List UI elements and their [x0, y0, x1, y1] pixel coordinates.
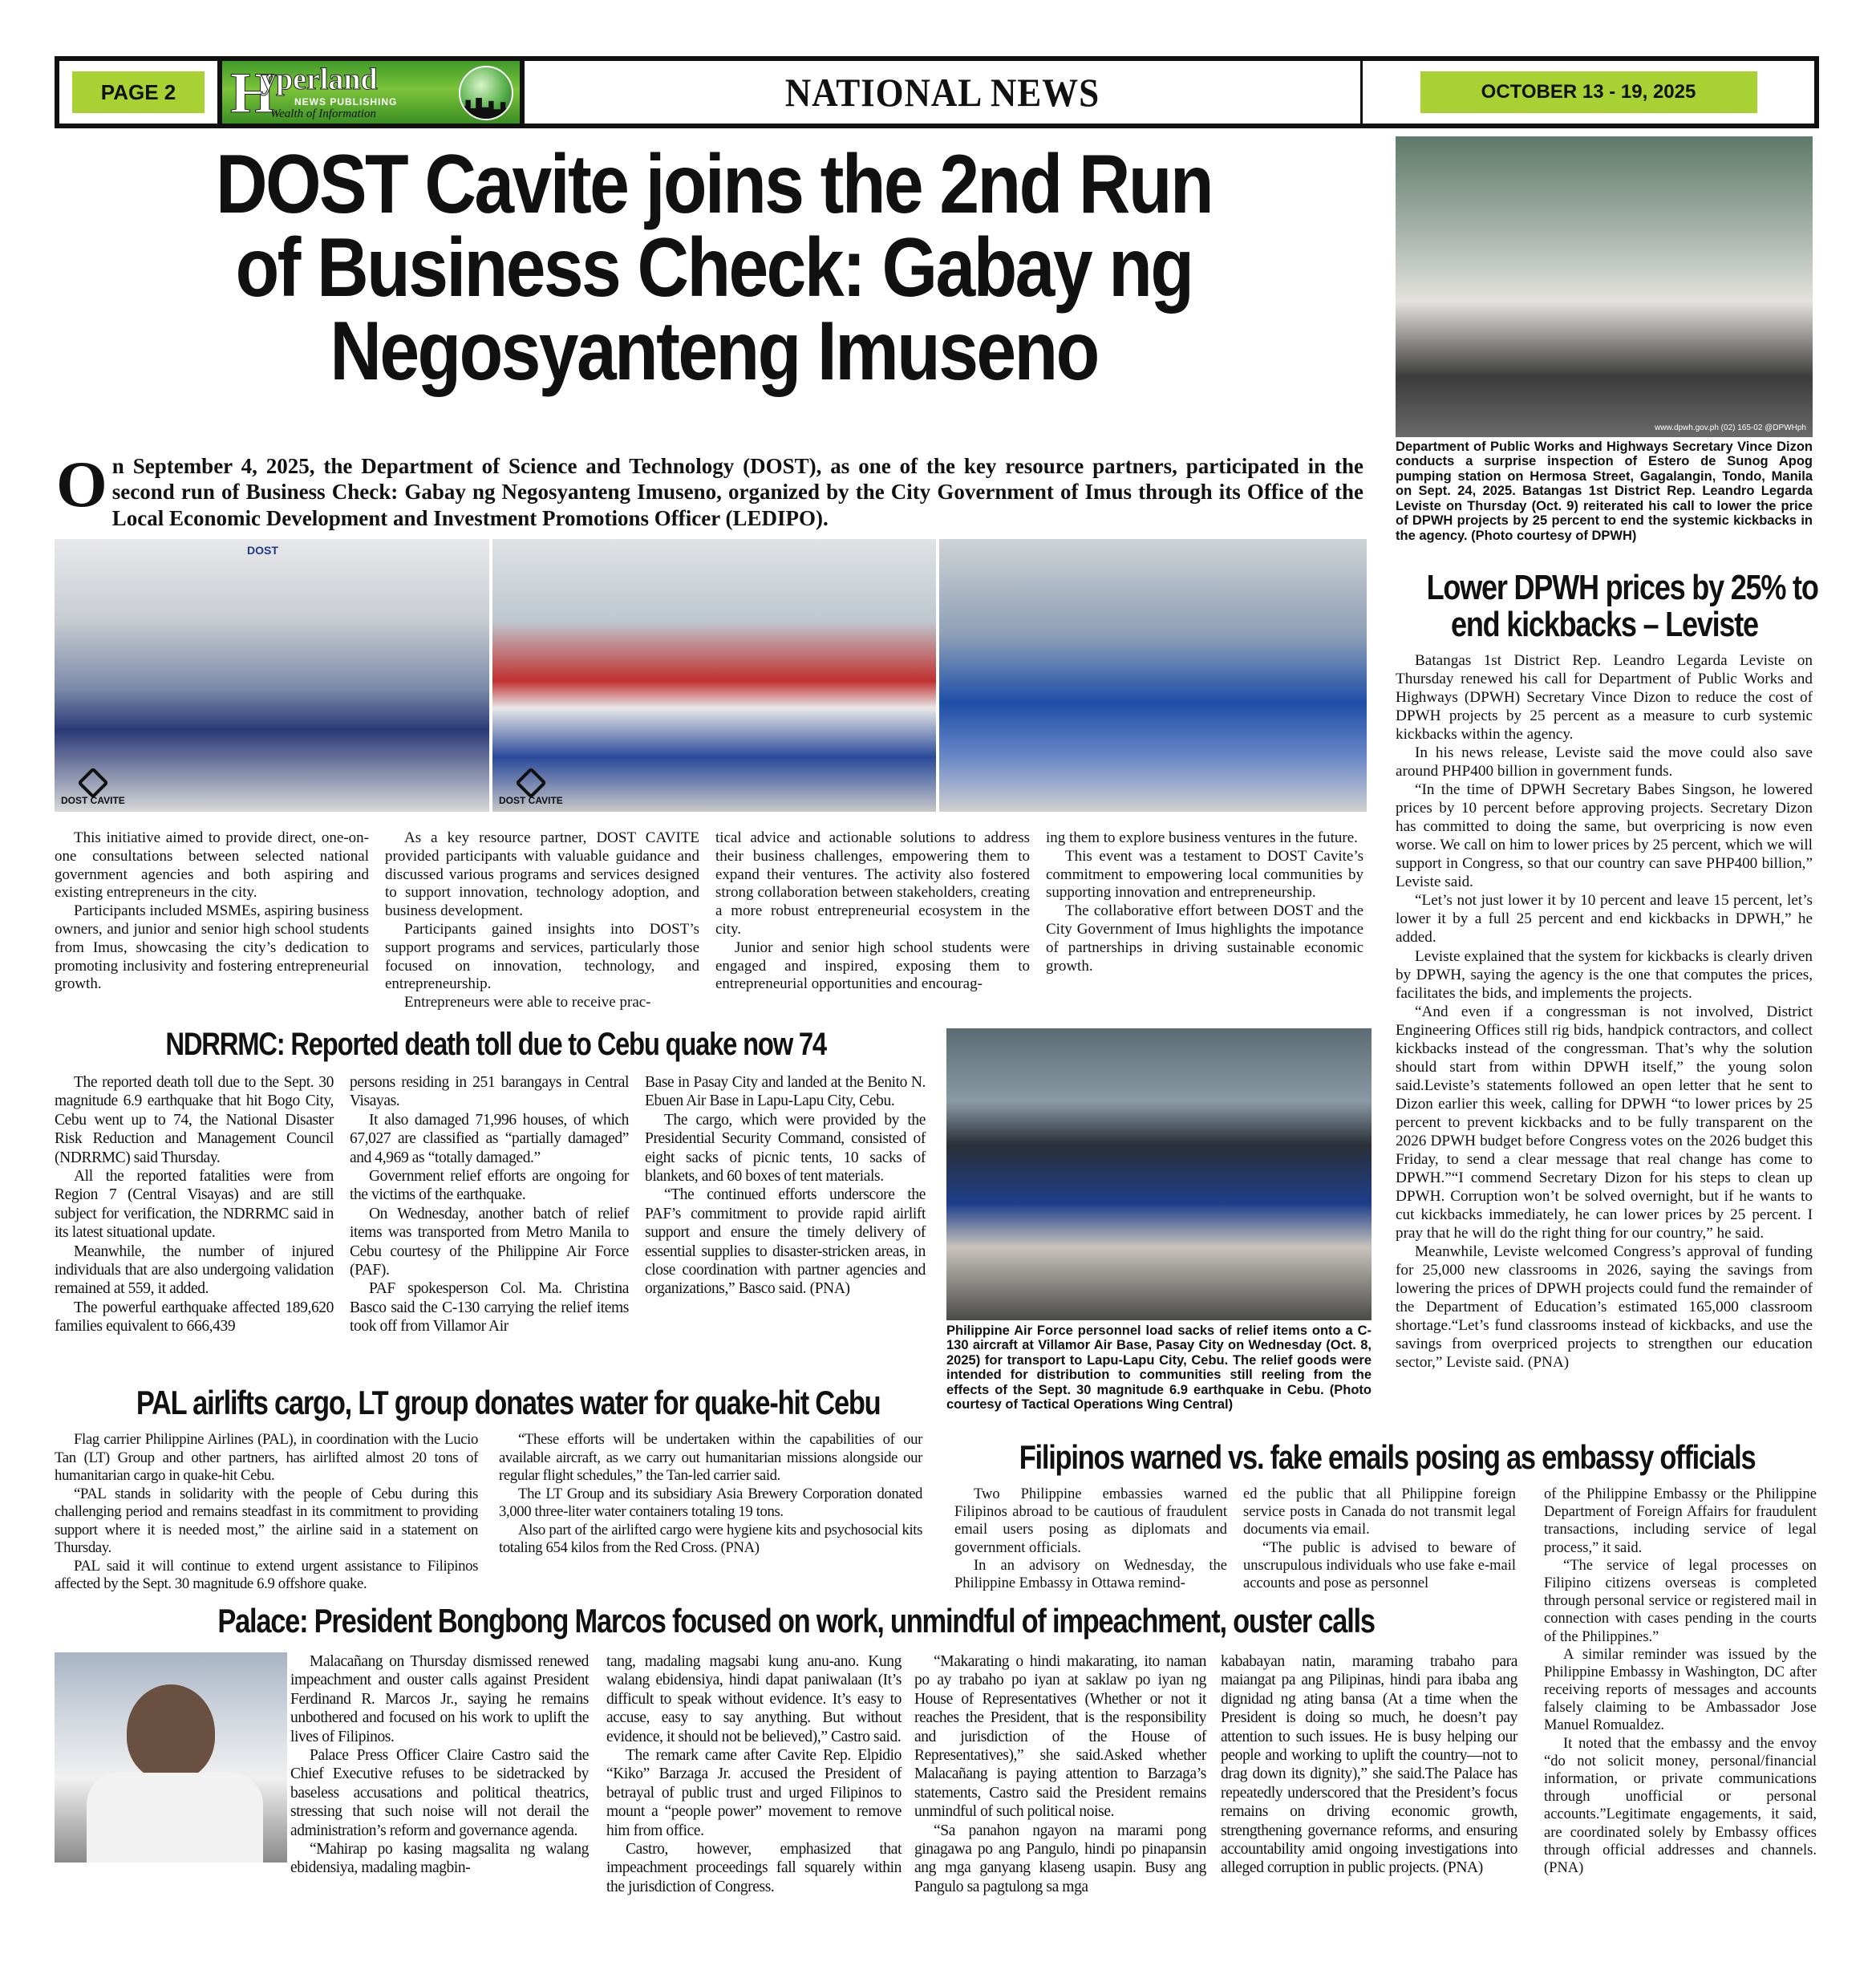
- paragraph: Entrepreneurs were able to receive prac-: [404, 994, 651, 1011]
- paragraph: Malacañang on Thursday dismissed renewed impeachment and ouster calls against President Ferdinand R. Marcos Jr., saying he remains unbothered and focused on his work to uplift the lives of Filipinos.: [290, 1653, 589, 1745]
- dost-logo-icon: [77, 767, 109, 799]
- issue-date: OCTOBER 13 - 19, 2025: [1420, 71, 1757, 113]
- lead-column-4: [1046, 829, 1363, 975]
- lead-headline: [148, 138, 1279, 398]
- palace-headline: Palace: President Bongbong Marcos focused on work, unmindful of impeachment, ouster calls: [217, 1602, 1376, 1640]
- dost-photo-consultation: [939, 539, 1367, 812]
- ndrrmc-column-3: [645, 1073, 926, 1299]
- lead-headline-line: Negosyanteng Imuseno: [330, 305, 1098, 398]
- logo-subtitle: NEWS PUBLISHING: [294, 96, 398, 107]
- paragraph: On Wednesday, another batch of relief items was transported from Metro Manila to Cebu courtesy of the Philippine Air Force (PAF).: [350, 1205, 629, 1279]
- dpwh-headline-line: Lower DPWH prices by 25% to: [1426, 568, 1818, 607]
- paragraph: The remark came after Cavite Rep. Elpidio “Kiko” Barzaga Jr. accused the President of betrayal of public trust and urged Filipinos to mount a “people power” movement to remove him from office.: [606, 1746, 902, 1839]
- paragraph: In an advisory on Wednesday, the Philippine Embassy in Ottawa remind-: [954, 1557, 1227, 1591]
- paragraph: Meanwhile, the number of injured individuals that are also undergoing validation remained at 559, it added.: [55, 1242, 334, 1298]
- paragraph: The reported death toll due to the Sept. 30 magnitude 6.9 earthquake that hit Bogo City, Cebu went up to 74, the National Disaster Risk Reduction and Management Council (NDRRMC) said Thursday.: [55, 1074, 334, 1166]
- photo-watermark: www.dpwh.gov.ph (02) 165-02 @DPWHph: [1655, 424, 1806, 432]
- palace-column-3: [914, 1652, 1206, 1896]
- paragraph: tical advice and actionable solutions to address their business challenges, empowering them to expand their ventures. The activity also fostered strong collaboration between stakeholders, creating a more robust entrepreneurial ecosystem in the city.: [715, 829, 1030, 938]
- paragraph: Base in Pasay City and landed at the Benito N. Ebuen Air Base in Lapu-Lapu City, Cebu.: [645, 1074, 926, 1110]
- dost-logo-badge: DOST CAVITE: [61, 772, 125, 805]
- paragraph: As a key resource partner, DOST CAVITE provided participants with valuable guidance and discussed various programs and services designed to support innovation, technology adoption, and business development.: [385, 829, 699, 920]
- embassy-headline: Filipinos warned vs. fake emails posing as embassy officials: [1019, 1438, 1756, 1476]
- booth-sign: DOST: [247, 544, 278, 557]
- paragraph: Government relief efforts are ongoing for the victims of the earthquake.: [350, 1167, 629, 1204]
- paragraph: persons residing in 251 barangays in Central Visayas.: [350, 1074, 629, 1110]
- drop-cap: O: [56, 448, 107, 521]
- paragraph: “The service of legal processes on Filipino citizens overseas is completed through personal service or registered mail in connection with cases pending in the courts of the Philippines.”: [1544, 1557, 1817, 1645]
- paragraph: Participants gained insights into DOST’s support programs and services, particularly those focused on innovation, technology, and entrepreneurship.: [385, 920, 699, 993]
- logo-wordmark: yperland: [261, 63, 378, 96]
- paragraph: “Let’s not just lower it by 10 percent and leave 15 percent, let’s lower it by a full 25 percent and end kickbacks in DPWH,” he added.: [1396, 892, 1813, 946]
- paragraph: It also damaged 71,996 houses, of which 67,027 are classified as “partially damaged” and 4,969 as “totally damaged.”: [350, 1111, 629, 1166]
- section-title: NATIONAL NEWS: [784, 70, 1100, 115]
- palace-column-2: [606, 1652, 902, 1896]
- portrait-figure: [127, 1684, 215, 1781]
- publisher-logo: [220, 61, 525, 124]
- ndrrmc-column-1: [55, 1073, 334, 1336]
- page-number-cell: [59, 61, 220, 124]
- paragraph: Palace Press Officer Claire Castro said the Chief Executive refuses to be sidetracked by baseless accusations and political theatrics, stressing that such noise will not derail the administration’s reform and governance agenda.: [290, 1746, 589, 1839]
- paragraph: The cargo, which were provided by the Presidential Security Command, consisted of eight sacks of picnic tents, 10 sacks of blankets, and 60 boxes of tent materials.: [645, 1111, 926, 1185]
- paragraph: The collaborative effort between DOST and the City Government of Imus highlights the impotance of partnerships in driving sustainable economic growth.: [1046, 902, 1363, 975]
- paragraph: Participants included MSMEs, aspiring business owners, and junior and senior high school students from Imus, showcasing the city’s dedication to promoting inclusivity and fostering entrepreneurial growth.: [55, 902, 369, 993]
- dpwh-headline: [1384, 570, 1825, 643]
- embassy-column-1: [954, 1486, 1227, 1592]
- dost-logo-badge: DOST CAVITE: [499, 772, 563, 805]
- lead-headline-line: DOST Cavite joins the 2nd Run: [215, 138, 1213, 231]
- paragraph: ed the public that all Philippine foreign service posts in Canada do not transmit legal documents via email.: [1243, 1486, 1516, 1538]
- paf-relief-photo: [946, 1028, 1372, 1320]
- lead-headline-line: of Business Check: Gabay ng: [235, 221, 1193, 314]
- dpwh-body: [1396, 651, 1813, 1372]
- paragraph: of the Philippine Embassy or the Philippine Department of Foreign Affairs for fraudulent transactions, including service of legal process,” it said.: [1544, 1486, 1817, 1556]
- paragraph: “And even if a congressman is not involved, District Engineering Offices still rig bids, handpick contractors, and collect kickbacks instead of the congressman. That’s why the solution should start from within DPWH itself,” the young solon said.Leviste’s statements followed an open letter that he sent to Dizon earlier this week, calling for DPWH “to lower prices by 25 percent to prevent kickbacks and to be fully transparent on the 2026 DPWH budget before Congress votes on the 2026 budget this Friday, to send a clear message that real change has come to DPWH.”“I commend Secretary Dizon for his steps to clean up DPWH. Corruption won’t be solved overnight, but if he wants to cut kickbacks immediately, he can lower prices by 25 percent. I pray that he will do the right thing for our country,” he said.: [1396, 1003, 1813, 1242]
- paragraph: A similar reminder was issued by the Philippine Embassy in Washington, DC after receiving reports of messages and accounts falsely claiming to be Ambassador Jose Manuel Romualdez.: [1544, 1646, 1817, 1734]
- ndrrmc-headline: NDRRMC: Reported death toll due to Cebu quake now 74: [165, 1027, 826, 1062]
- pal-column-1: [55, 1431, 478, 1594]
- ndrrmc-column-2: [350, 1073, 629, 1336]
- logo-tagline: Wealth of Information: [270, 107, 376, 120]
- paragraph: “Mahirap po kasing magsalita ng walang ebidensiya, madaling magbin-: [290, 1840, 589, 1877]
- dost-logo-icon: [515, 767, 547, 799]
- paragraph: tang, madaling magsabi kung anu-ano. Kung walang ebidensiya, hindi dapat paniwalaan (It’s difficult to speak without evidence. It’s easy to accuse, easy to say anything. But without evidence, it should not be believed),” Castro said.: [606, 1653, 902, 1745]
- portrait-shirt: [87, 1773, 263, 1863]
- paragraph: PAF spokesperson Col. Ma. Christina Basco said the C-130 carrying the relief items took off from Villamor Air: [350, 1280, 629, 1336]
- paragraph: Meanwhile, Leviste welcomed Congress’s approval of funding for 25,000 new classrooms in 2026, saying the savings from lowering the prices of DPWH projects could fund the remainder of the Department of Education’s estimated 165,000 classroom shortage.“Let’s fund classrooms instead of kickbacks, and use the savings from overpriced projects to strengthen our education sector,” Leviste said. (PNA): [1396, 1243, 1813, 1372]
- dpwh-inspection-photo: [1396, 136, 1813, 437]
- paragraph: Castro, however, emphasized that impeachment proceedings fall squarely within the jurisdiction of Congress.: [606, 1840, 902, 1895]
- page-number-label: PAGE 2: [72, 71, 205, 113]
- paragraph: “These efforts will be undertaken within the capabilities of our available aircraft, as we carry out humanitarian missions alongside our regular flight schedules,” the Tan-led carrier said.: [499, 1431, 922, 1485]
- paragraph: This event was a testament to DOST Cavite’s commitment to empowering local communities by supporting innovation and entrepreneurship.: [1046, 847, 1363, 902]
- masthead: [55, 56, 1819, 128]
- embassy-column-2: [1243, 1486, 1516, 1592]
- lead-column-3: [715, 829, 1030, 994]
- paragraph: Two Philippine embassies warned Filipinos abroad to be cautious of fraudulent email users posing as diplomats and government officials.: [954, 1486, 1227, 1556]
- paragraph: In his news release, Leviste said the move could also save around PHP400 billion in government funds.: [1396, 744, 1813, 780]
- lead-lede: [56, 448, 1363, 531]
- palace-column-4: [1221, 1652, 1517, 1878]
- pal-column-2: [499, 1431, 922, 1558]
- lede-text: n September 4, 2025, the Department of Science and Technology (DOST), as one of the key resource partners, participated in the second run of Business Check: Gabay ng Negosyanteng Imuseno, organized by the City Government of Imus through its Office of the Local Economic Development and Investment Promotions Officer (LEDIPO).: [111, 454, 1363, 530]
- section-cell: [525, 61, 1363, 124]
- paragraph: All the reported fatalities were from Region 7 (Central Visayas) and are still subject for verification, the NDRRMC said in its latest situational update.: [55, 1167, 334, 1242]
- paragraph: kababayan natin, maraming trabaho para maiangat pa ang Pilipinas, hindi para ibaba ang dignidad ng ating bansa (At a time when the President is doing so much, he doesn’t pay attention to such issues. He is busy helping our people and working to uplift the country—not to drag down its dignity),” she said.The Palace has repeatedly underscored that the President’s focus remains on driving economic growth, strengthening governance reforms, and ensuring accountability amid ongoing investigations into alleged corruption in public projects. (PNA): [1221, 1653, 1517, 1877]
- lead-column-2: [385, 829, 699, 1012]
- dpwh-headline-line: end kickbacks – Leviste: [1450, 605, 1758, 645]
- paragraph: The LT Group and its subsidiary Asia Brewery Corporation donated 3,000 three-liter water containers totaling 19 tons.: [499, 1485, 922, 1521]
- paragraph: “PAL stands in solidarity with the people of Cebu during this challenging period and remains steadfast in its commitment to providing support where it is needed most,” the airline said in a statement on Thursday.: [55, 1485, 478, 1557]
- dost-photo-students: [492, 539, 936, 812]
- paragraph: Junior and senior high school students were engaged and inspired, exposing them to entrepreneurial opportunities and encourag-: [715, 938, 1030, 993]
- dost-photo-group: [55, 539, 489, 812]
- paragraph: Flag carrier Philippine Airlines (PAL), in coordination with the Lucio Tan (LT) Group and other partners, has airlifted almost 20 tons of humanitarian cargo in quake-hit Cebu.: [55, 1431, 478, 1485]
- paf-photo-caption: Philippine Air Force personnel load sacks of relief items onto a C-130 aircraft at Villamor Air Base, Pasay City on Wednesday (Oct. 8, 2025) for transport to Lapu-Lapu City, Cebu. The relief goods were intended for distribution to communities still reeling from the effects of the Sept. 30 magnitude 6.9 earthquake in Cebu. (Photo courtesy of Tactical Operations Wing Central): [946, 1323, 1372, 1413]
- paragraph: It noted that the embassy and the envoy “do not solicit money, personal/financial information, or private communications through unofficial or personal accounts.”Legitimate engagements, it said, are coordinated solely by Embassy offices through official addresses and channels. (PNA): [1544, 1735, 1817, 1876]
- palace-column-1: [290, 1652, 589, 1878]
- paragraph: “In the time of DPWH Secretary Babes Singson, he lowered prices by 10 percent before approving projects. Secretary Dizon has committed to doing the same, but overpricing is now even worse. We call on him to lower prices by 25 percent, which we will support in Congress, so that our country can save PHP400 billion,” Leviste said.: [1396, 781, 1813, 891]
- lead-column-1: [55, 829, 369, 994]
- paragraph: Also part of the airlifted cargo were hygiene kits and psychosocial kits totaling 654 kilos from the Red Cross. (PNA): [499, 1521, 922, 1557]
- president-photo: [55, 1652, 287, 1863]
- paragraph: This initiative aimed to provide direct, one-on-one consultations between selected national government agencies and both aspiring and existing entrepreneurs in the city.: [55, 829, 369, 902]
- paragraph: “Makarating o hindi makarating, ito naman po ay trabaho po iyan at saklaw po iyan ng House of Representatives (Whether or not it reaches the President, that is the responsibility and jurisdiction of the House of Representatives),” she said.Asked whether Malacañang is paying attention to Barzaga’s statements, Castro said the President remains unmindful of such political noise.: [914, 1653, 1206, 1821]
- paragraph: Batangas 1st District Rep. Leandro Legarda Leviste on Thursday renewed his call for Department of Public Works and Highways (DPWH) Secretary Vince Dizon to reduce the cost of DPWH projects by 25 percent as a measure to curb systemic kickbacks within the agency.: [1396, 652, 1813, 744]
- logo-initial: H: [230, 61, 276, 124]
- globe-city-icon: [459, 66, 513, 120]
- paragraph: The powerful earthquake affected 189,620 families equivalent to 666,439: [55, 1299, 334, 1336]
- paragraph: Leviste explained that the system for kickbacks is clearly driven by DPWH, saying the agency is the one that computes the prices, facilitates the bids, and implements the projects.: [1396, 947, 1813, 1002]
- pal-headline: PAL airlifts cargo, LT group donates water for quake-hit Cebu: [136, 1384, 881, 1421]
- dpwh-photo-caption: Department of Public Works and Highways Secretary Vince Dizon conducts a surprise inspection of Estero de Sunog Apog pumping station on Hermosa Street, Gagalangin, Tondo, Manila on Sept. 24, 2025. Batangas 1st District Rep. Leandro Legarda Leviste on Thursday (Oct. 9) reiterated his call to lower the price of DPWH projects by 25 percent to end the systemic kickbacks in the agency. (Photo courtesy of DPWH): [1396, 440, 1813, 543]
- issue-date-cell: [1363, 61, 1814, 124]
- paragraph: PAL said it will continue to extend urgent assistance to Filipinos affected by the Sept. 30 magnitude 6.9 offshore quake.: [55, 1557, 478, 1593]
- paragraph: ing them to explore business ventures in the future.: [1046, 829, 1358, 846]
- paragraph: “The public is advised to beware of unscrupulous individuals who use fake e-mail accounts and pose as personnel: [1243, 1539, 1516, 1591]
- embassy-column-3: [1544, 1486, 1817, 1877]
- paragraph: “Sa panahon ngayon na marami pong ginagawa po ang Pangulo, hindi po pinapansin ang mga ganyang klaseng usapin. Busy ang Pangulo sa pagtulong sa mga: [914, 1822, 1206, 1895]
- paragraph: “The continued efforts underscore the PAF’s commitment to provide rapid airlift support and ensure the timely delivery of essential supplies to disaster-stricken areas, in close coordination with partner agencies and organizations,” Basco said. (PNA): [645, 1186, 926, 1298]
